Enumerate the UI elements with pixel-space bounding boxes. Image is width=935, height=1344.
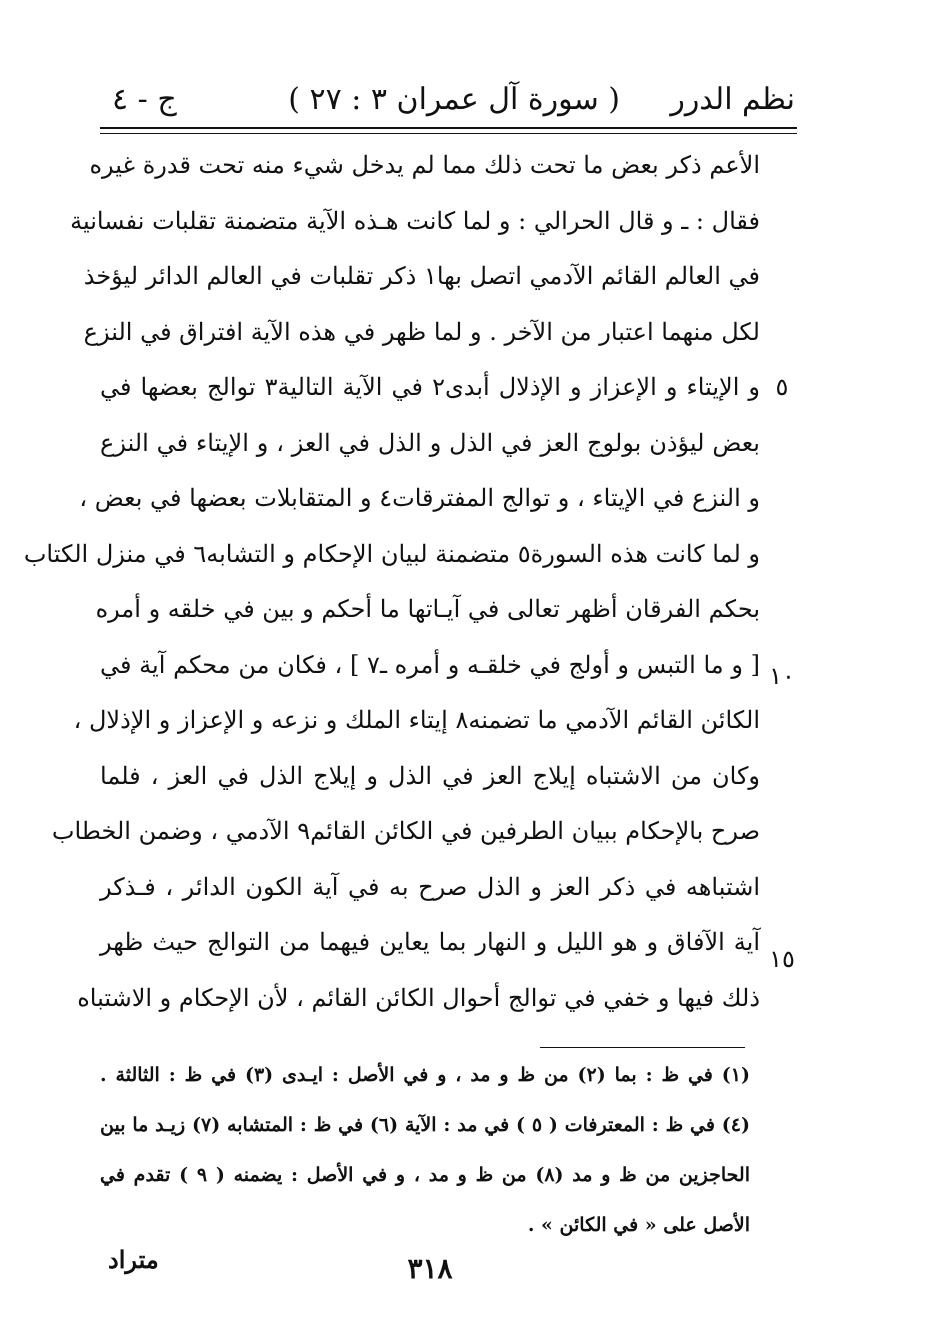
text-line: في العالم القائم الآدمي اتصل بها١ ذكر تقلبات في العالم الدائر ليؤخذ: [83, 262, 760, 290]
text-line: وكان من الاشتباه إيلاج العز في الذل و إيلاج الذل في العز ، فلما: [100, 761, 760, 790]
running-title: نظم الدرر: [670, 82, 795, 117]
footnote-line: (٤) في ظ : المعترفات ( ٥ ) في مد : الآية (٦) في ظ : المتشابه (٧) زيـد ما بين: [100, 1114, 751, 1136]
text-line: ذلك فيها و خفي في توالج أحوال الكائن القائم ، لأن الإحكام و الاشتباه: [77, 983, 760, 1012]
volume-number: ج - ٤: [112, 82, 177, 117]
header-rule-thick: [100, 127, 797, 129]
surah-reference: ( سورة آل عمران ٣ : ٢٧ ): [288, 82, 620, 117]
header-rule-thin: [100, 133, 797, 134]
text-line: الأعم ذكر بعض ما تحت ذلك مما لم يدخل شيء منه تحت قدرة غيره: [89, 151, 760, 179]
text-line: بعض ليؤذن بولوج العز في الذل و الذل في العز ، و الإيتاء في النزع: [100, 428, 760, 457]
catchword: متراد: [108, 1245, 159, 1274]
text-line: و الإيتاء و الإعزاز و الإذلال أبدى٢ في الآية التالية٣ توالج بعضها في: [100, 373, 761, 401]
text-line: اشتباهه في ذكر العز و الذل صرح به في آية الكون الدائر ، فـذكر: [100, 872, 760, 901]
main-text: [23, 138, 761, 1026]
text-line: [ و ما التبس و أولج في خلقـه و أمره ـ٧ ] ، فكان من محكم آية في: [100, 650, 760, 679]
text-line: الكائن القائم الآدمي ما تضمنه٨ إيتاء الملك و نزعه و الإعزاز و الإذلال ،: [73, 706, 760, 734]
text-line: صرح بالإحكام ببيان الطرفين في الكائن القائم٩ الآدمي ، وضمن الخطاب: [51, 817, 760, 845]
line-number-10: ١٠: [769, 662, 795, 690]
footnote-line: الحاجزين من ظ و مد (٨) من ظ و مد ، و في الأصل : يضمنه ( ٩ ) تقدم في: [100, 1164, 750, 1186]
text-line: بحكم الفرقان أظهر تعالى في آيـاتها ما أحكم و بين في خلقه و أمره: [95, 595, 760, 623]
text-line: فقال : ـ و قال الحرالي : و لما كانت هـذه الآية متضمنة تقلبات نفسانية: [70, 206, 760, 235]
text-line: آية الآفاق و هو الليل و النهار بما يعاين فيهما من التوالج حيث ظهر: [100, 928, 760, 956]
footnote-line: الأصل على « في الكائن » .: [527, 1214, 750, 1236]
text-line: و النزع في الإيتاء ، و توالج المفترقات٤ و المتقابلات بعضها في بعض ،: [79, 484, 760, 512]
footnote-line: (١) في ظ : بما (٢) من ظ و مد ، و في الأصل : ايـدى (٣) في ظ : الثالثة .: [100, 1064, 750, 1086]
text-line: و لما كانت هذه السورة٥ متضمنة لبيان الإحكام و التشابه٦ في منزل الكتاب: [23, 539, 760, 568]
page-number: ٣١٨: [407, 1252, 453, 1285]
footnote-rule: [540, 1047, 745, 1048]
footnotes: [100, 1050, 750, 1250]
line-number-5: ٥: [775, 373, 789, 401]
line-number-15: ١٥: [769, 945, 795, 973]
text-line: لكل منهما اعتبار من الآخر . و لما ظهر في هذه الآية افتراق في النزع: [83, 317, 760, 346]
